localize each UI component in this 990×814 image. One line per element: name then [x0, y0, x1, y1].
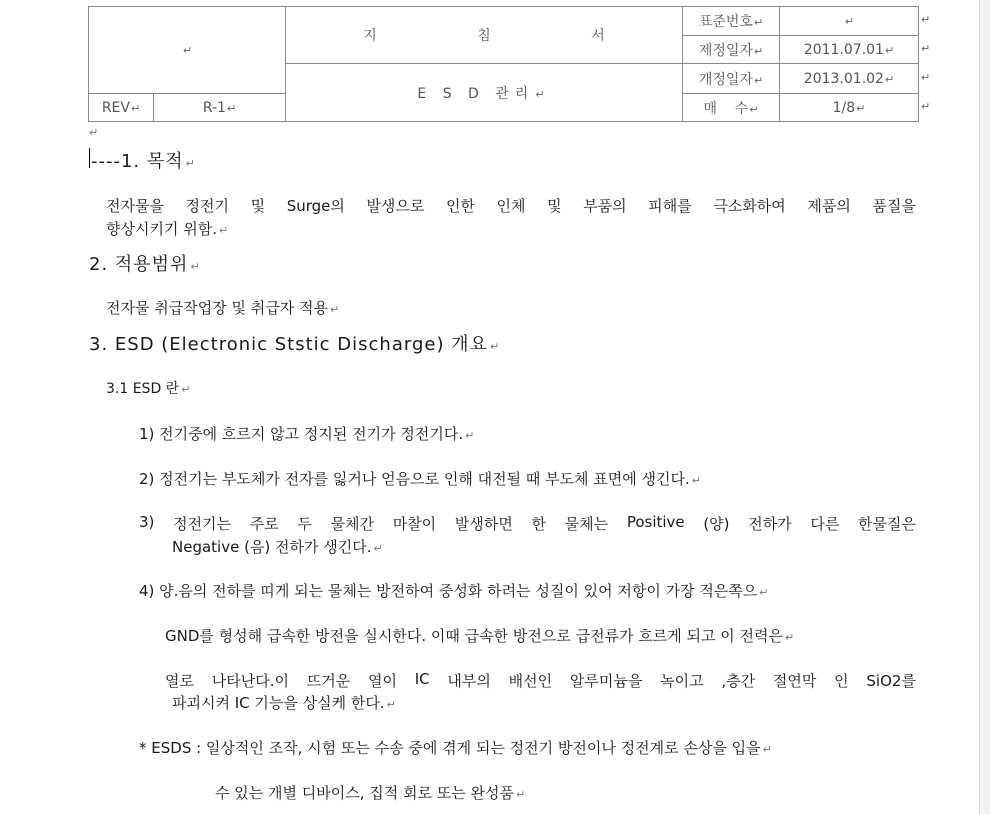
word: Surge의	[286, 197, 345, 215]
row-end-mark: ↵	[921, 100, 931, 113]
word: 마찰이	[392, 515, 437, 533]
header-table	[88, 6, 919, 122]
word: 한물질은	[858, 515, 916, 533]
word: 발생하면	[454, 515, 513, 533]
section-1-heading: ----1. 목적 ↵	[91, 151, 196, 172]
item-1: 1) 전기중에 흐르지 않고 정지된 전기가 정전기다. ↵	[139, 425, 475, 443]
word: 배선인	[508, 672, 553, 690]
word: 뜨거운	[306, 672, 351, 690]
rev-value: R-1↵	[154, 94, 286, 122]
established-date-label: 제정일자↵	[683, 36, 780, 64]
word: 인한	[445, 197, 475, 215]
item-4-line-3	[165, 670, 916, 691]
document-title: 지 침 서	[286, 7, 683, 64]
standard-number-value: ↵	[780, 7, 919, 36]
rev-label: REV↵	[89, 94, 154, 122]
section-2-body: 전자물 취급작업장 및 취급자 적용 ↵	[106, 299, 340, 317]
word: 피해를	[648, 197, 692, 215]
word: 품질을	[872, 197, 916, 215]
word: 주로	[249, 515, 279, 533]
word: 열이	[367, 672, 397, 690]
vertical-scrollbar[interactable]	[979, 0, 990, 814]
word: IC	[414, 670, 430, 688]
item-4-line-2: GND를 형성해 급속한 방전을 실시한다. 이때 급속한 방전으로 급전류가 흐르게 되고 이 전력은 ↵	[165, 627, 795, 645]
logo-cell: ↵	[89, 7, 286, 94]
word: 녹이고	[660, 672, 704, 690]
word: 및	[547, 197, 562, 215]
word: 인체	[496, 197, 526, 215]
word: 물체간	[330, 515, 375, 533]
page-count-value: 1/8↵	[780, 94, 919, 122]
established-date-value: 2011.07.01↵	[780, 36, 919, 64]
item-4-line-1: 4) 양.음의 전하를 띠게 되는 물체는 방전하여 중성화 하려는 성질이 있어 저항이 가장 적은쪽으 ↵	[139, 582, 769, 600]
revised-date-label: 개정일자↵	[683, 64, 780, 94]
row-end-mark: ↵	[921, 42, 931, 55]
item-2: 2) 정전기는 부도체가 전자를 잃거나 얻음으로 인해 대전될 때 부도체 표면에 생긴다. ↵	[139, 470, 702, 488]
word: 인	[834, 672, 849, 690]
word: SiO2를	[866, 672, 916, 690]
word: 정전기는	[173, 515, 232, 533]
word: (양)	[703, 515, 730, 533]
text-cursor	[89, 148, 90, 168]
word: 절연막	[772, 672, 817, 690]
word: 전자물을	[106, 197, 164, 215]
empty-paragraph-mark: ↵	[89, 126, 99, 139]
item-3-line-2: Negative (음) 전하가 생긴다. ↵	[172, 538, 383, 556]
row-end-mark: ↵	[921, 13, 931, 26]
item-4-line-4: 파괴시켜 IC 기능을 상실케 한다. ↵	[172, 694, 396, 712]
page-count-label: 매 수↵	[683, 94, 780, 122]
item-3-line-1	[139, 513, 916, 534]
word: 정전기	[185, 197, 230, 215]
word: Positive	[626, 513, 685, 531]
word: 물체는	[564, 515, 609, 533]
esds-line-2: 수 있는 개별 디바이스, 집적 회로 또는 완성품 ↵	[215, 784, 526, 802]
section-1-body-line-1	[106, 195, 916, 216]
word: 다른	[810, 515, 840, 533]
row-end-mark: ↵	[921, 71, 931, 84]
word: 알루미늄을	[569, 672, 643, 690]
word: 3)	[139, 513, 155, 531]
word: 내부의	[447, 672, 491, 690]
word: 나타난다.이	[211, 672, 289, 690]
word: 전하가	[748, 515, 792, 533]
word: 부품의	[583, 197, 627, 215]
section-3-heading: 3. ESD (Electronic Ststic Discharge) 개요 ↵	[89, 334, 501, 355]
word: 및	[250, 197, 266, 215]
word: 제품의	[807, 197, 851, 215]
word: 발생으로	[366, 197, 425, 215]
revised-date-value: 2013.01.02↵	[780, 64, 919, 94]
word: 두	[297, 515, 312, 533]
word: ,층간	[721, 672, 756, 690]
section-1-body-line-2: 향상시키기 위함. ↵	[106, 220, 229, 238]
section-3-1-heading: 3.1 ESD 란 ↵	[106, 381, 191, 397]
word: 열로	[165, 672, 194, 690]
section-2-heading: 2. 적용범위 ↵	[89, 254, 201, 275]
esds-line-1: * ESDS : 일상적인 조작, 시험 또는 수송 중에 겪게 되는 정전기 방전이나 정전계로 손상을 입을 ↵	[139, 739, 772, 757]
document-subtitle: E S D 관리↵	[286, 64, 683, 122]
standard-number-label: 표준번호↵	[683, 7, 780, 36]
word: 한	[531, 515, 546, 533]
word: 극소화하여	[713, 197, 786, 215]
